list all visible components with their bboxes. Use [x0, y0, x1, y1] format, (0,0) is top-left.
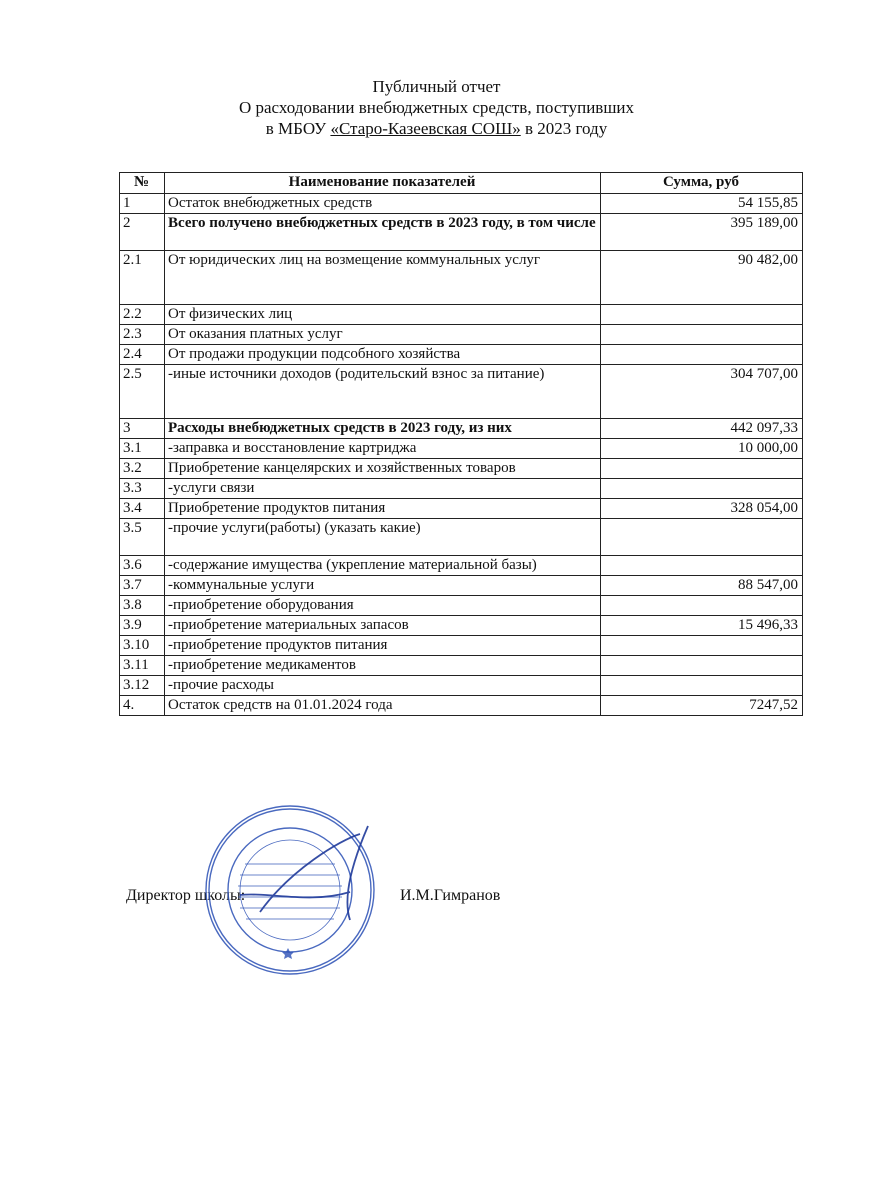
row-name: От продажи продукции подсобного хозяйства: [165, 345, 601, 365]
row-sum: 15 496,33: [601, 616, 803, 636]
row-name: От оказания платных услуг: [165, 325, 601, 345]
expenses-table: [119, 172, 803, 716]
row-sum: [601, 596, 803, 616]
report-subtitle: О расходовании внебюджетных средств, поступивших: [238, 98, 635, 117]
row-number: 3.11: [120, 656, 165, 676]
row-number: 3.10: [120, 636, 165, 656]
row-number: 1: [120, 194, 165, 214]
row-number: 4.: [120, 696, 165, 716]
row-sum: 90 482,00: [601, 251, 803, 305]
row-number: 3.2: [120, 459, 165, 479]
row-number: 2.1: [120, 251, 165, 305]
row-sum: 54 155,85: [601, 194, 803, 214]
row-sum: [601, 656, 803, 676]
row-name: -услуги связи: [165, 479, 601, 499]
row-number: 3.1: [120, 439, 165, 459]
row-sum: 395 189,00: [601, 214, 803, 251]
signature-scribble: [240, 826, 368, 920]
school-prefix: в МБОУ: [265, 119, 331, 138]
table-row: [120, 556, 803, 576]
row-sum: [601, 636, 803, 656]
row-name: Всего получено внебюджетных средств в 2023 году, в том числе: [165, 214, 601, 251]
row-number: 3.7: [120, 576, 165, 596]
table-row: [120, 499, 803, 519]
signature-position: Директор школы:: [126, 887, 246, 904]
row-sum: [601, 479, 803, 499]
row-sum: 88 547,00: [601, 576, 803, 596]
signature-name: И.М.Гимранов: [400, 887, 501, 904]
table-row: [120, 519, 803, 556]
row-number: 2: [120, 214, 165, 251]
table-row: [120, 696, 803, 716]
row-number: 2.5: [120, 365, 165, 419]
row-number: 3: [120, 419, 165, 439]
row-name: От юридических лиц на возмещение коммунальных услуг: [165, 251, 601, 305]
table-row: [120, 676, 803, 696]
row-name: Приобретение продуктов питания: [165, 499, 601, 519]
table-row: [120, 325, 803, 345]
table-row: [120, 576, 803, 596]
row-number: 3.4: [120, 499, 165, 519]
row-name: Приобретение канцелярских и хозяйственных товаров: [165, 459, 601, 479]
table-row: [120, 656, 803, 676]
report-title: Публичный отчет: [372, 77, 501, 96]
row-sum: [601, 556, 803, 576]
row-sum: 10 000,00: [601, 439, 803, 459]
table-row: [120, 305, 803, 325]
row-sum: 328 054,00: [601, 499, 803, 519]
row-sum: 304 707,00: [601, 365, 803, 419]
row-number: 3.5: [120, 519, 165, 556]
row-sum: 7247,52: [601, 696, 803, 716]
table-row: [120, 251, 803, 305]
table-row: [120, 419, 803, 439]
school-stamp: [200, 800, 380, 980]
report-header: [0, 76, 873, 139]
table-row: [120, 439, 803, 459]
row-number: 2.4: [120, 345, 165, 365]
row-sum: 442 097,33: [601, 419, 803, 439]
row-name: -иные источники доходов (родительский взнос за питание): [165, 365, 601, 419]
row-name: -прочие расходы: [165, 676, 601, 696]
row-name: -прочие услуги(работы) (указать какие): [165, 519, 601, 556]
stamp-stars: [282, 948, 294, 959]
row-number: 3.3: [120, 479, 165, 499]
column-header-name: Наименование показателей: [165, 173, 601, 194]
table-row: [120, 345, 803, 365]
table-row: [120, 616, 803, 636]
table-row: [120, 459, 803, 479]
row-number: 3.8: [120, 596, 165, 616]
table-header-row: [120, 173, 803, 194]
report-subtitle-school-line: [0, 118, 873, 139]
row-number: 3.6: [120, 556, 165, 576]
table-row: [120, 214, 803, 251]
row-name: Расходы внебюджетных средств в 2023 году, из них: [165, 419, 601, 439]
stamp-text-lines: [238, 864, 342, 919]
row-number: 3.12: [120, 676, 165, 696]
row-sum: [601, 519, 803, 556]
row-number: 3.9: [120, 616, 165, 636]
row-number: 2.2: [120, 305, 165, 325]
row-sum: [601, 676, 803, 696]
row-name: -заправка и восстановление картриджа: [165, 439, 601, 459]
school-suffix: в 2023 году: [520, 119, 608, 138]
row-name: -приобретение материальных запасов: [165, 616, 601, 636]
row-name: -коммунальные услуги: [165, 576, 601, 596]
column-header-number: №: [120, 173, 165, 194]
row-name: -приобретение медикаментов: [165, 656, 601, 676]
row-sum: [601, 325, 803, 345]
row-sum: [601, 459, 803, 479]
row-number: 2.3: [120, 325, 165, 345]
row-name: -приобретение продуктов питания: [165, 636, 601, 656]
row-name: -содержание имущества (укрепление материальной базы): [165, 556, 601, 576]
school-name: «Старо-Казеевская СОШ»: [330, 119, 521, 138]
row-name: Остаток средств на 01.01.2024 года: [165, 696, 601, 716]
row-name: Остаток внебюджетных средств: [165, 194, 601, 214]
table-row: [120, 636, 803, 656]
table-row: [120, 194, 803, 214]
row-sum: [601, 345, 803, 365]
row-name: От физических лиц: [165, 305, 601, 325]
column-header-sum: Сумма, руб: [601, 173, 803, 194]
table-row: [120, 596, 803, 616]
row-name: -приобретение оборудования: [165, 596, 601, 616]
table-row: [120, 479, 803, 499]
row-sum: [601, 305, 803, 325]
table-row: [120, 365, 803, 419]
